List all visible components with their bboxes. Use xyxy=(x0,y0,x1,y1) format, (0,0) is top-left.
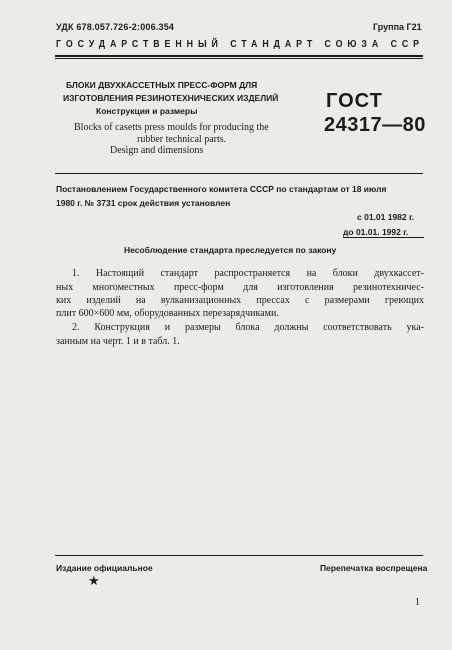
standard-type-header: ГОСУДАРСТВЕННЫЙ СТАНДАРТ СОЮЗА ССР xyxy=(56,39,424,50)
valid-to-date: до 01.01. 1992 г. xyxy=(343,227,409,237)
paragraph-1-line-4: плит 600×600 мм, оборудованных перезарядчиками. xyxy=(56,308,279,319)
valid-to-underline xyxy=(343,237,424,238)
reprint-prohibited-note: Перепечатка воспрещена xyxy=(320,563,428,573)
section-rule xyxy=(55,173,423,174)
gost-label: ГОСТ xyxy=(326,90,383,112)
decree-line2: 1980 г. № 3731 срок действия установлен xyxy=(56,198,231,208)
paragraph-1-line-2: ных многоместных пресс-форм для изготовления резинотехничес- xyxy=(56,282,424,293)
decree-line1: Постановлением Государственного комитета СССР по стандартам от 18 июля xyxy=(56,184,387,194)
legal-warning: Несоблюдение стандарта преследуется по закону xyxy=(124,245,337,255)
page-number: 1 xyxy=(415,597,420,608)
title-ru-line1: БЛОКИ ДВУХКАССЕТНЫХ ПРЕСС-ФОРМ ДЛЯ xyxy=(66,80,258,90)
title-ru-subtitle: Конструкция и размеры xyxy=(96,106,198,116)
valid-from-date: с 01.01 1982 г. xyxy=(357,212,415,222)
title-ru-line2: ИЗГОТОВЛЕНИЯ РЕЗИНОТЕХНИЧЕСКИХ ИЗДЕЛИЙ xyxy=(63,93,279,103)
paragraph-1-line-1: 1. Настоящий стандарт распространяется на блоки двухкассет- xyxy=(72,268,424,279)
star-icon: ★ xyxy=(88,573,100,588)
header-rule-thick xyxy=(55,55,423,57)
paragraph-2-line-2: занным на черт. 1 и в табл. 1. xyxy=(56,336,180,347)
paragraph-1-line-3: ких изделий на вулканизационных прессах с размерами греющих xyxy=(56,295,424,306)
footer-rule xyxy=(55,555,423,556)
official-edition-note: Издание официальное xyxy=(56,563,153,573)
udk-code: УДК 678.057.726-2:006.354 xyxy=(56,22,175,32)
title-en-line1: Blocks of casetts press moulds for producing the xyxy=(74,122,269,133)
group-code: Группа Г21 xyxy=(373,22,422,32)
title-en-line2: rubber technical parts. xyxy=(137,134,227,145)
header-rule-thin xyxy=(55,58,423,59)
paragraph-2-line-1: 2. Конструкция и размеры блока должны соответствовать ука- xyxy=(72,322,424,333)
gost-number: 24317—80 xyxy=(324,114,426,136)
title-en-subtitle: Design and dimensions xyxy=(110,145,204,156)
